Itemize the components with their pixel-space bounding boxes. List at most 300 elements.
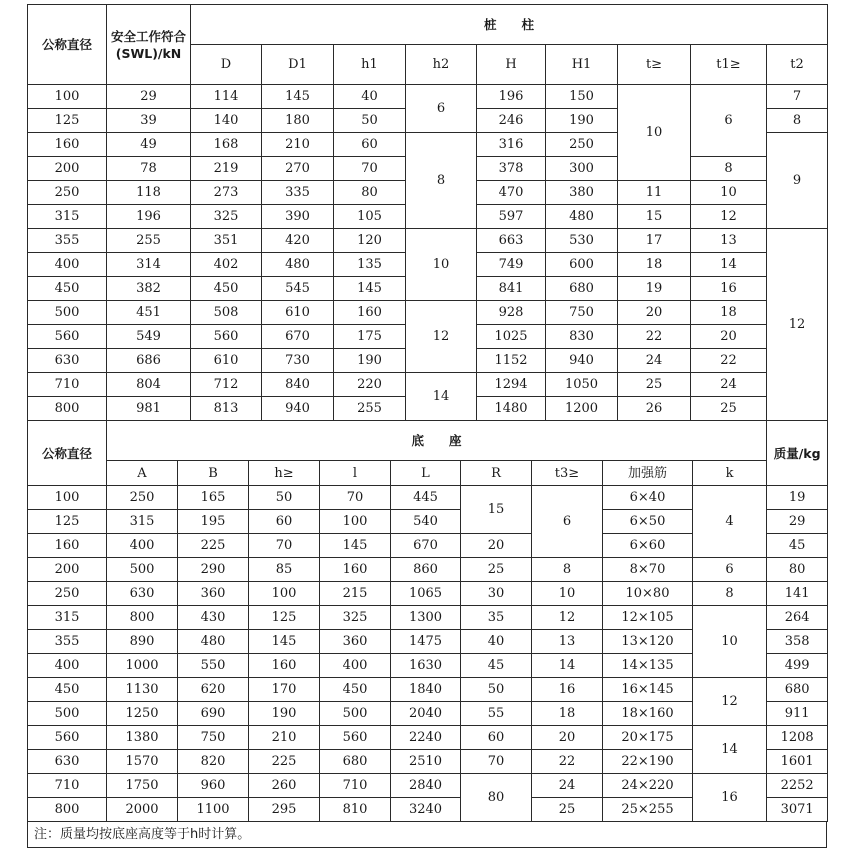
cell: 255 [334,397,406,421]
cell: 890 [107,630,178,654]
cell: 49 [107,133,191,157]
cell: 358 [767,630,828,654]
cell: 145 [320,534,391,558]
cell: 25 [461,558,532,582]
cell: 246 [477,109,546,133]
cell: 20 [532,726,603,750]
cell: 620 [178,678,249,702]
col-header-A: A [107,461,178,486]
cell: 420 [262,229,334,253]
cell: 29 [767,510,828,534]
cell: 841 [477,277,546,301]
cell: 20×175 [603,726,693,750]
cell: 335 [262,181,334,205]
cell: 750 [178,726,249,750]
cell: 14 [532,654,603,678]
cell: 13 [691,229,767,253]
col-header-L: L [391,461,461,486]
cell: 29 [107,85,191,109]
cell: 830 [546,325,618,349]
cell: 663 [477,229,546,253]
cell: 160 [249,654,320,678]
cell: 402 [191,253,262,277]
cell: 160 [28,534,107,558]
cell: 400 [28,654,107,678]
swl-header: 安全工作符合(SWL)/kN [107,5,191,85]
cell: 813 [191,397,262,421]
footnote: 注：质量均按底座高度等于h时计算。 [27,822,827,848]
cell: 196 [107,205,191,229]
cell: 78 [107,157,191,181]
cell: 100 [28,486,107,510]
cell: 18 [691,301,767,325]
cell: 18 [618,253,691,277]
merged-cell: 14 [693,726,767,774]
cell: 50 [461,678,532,702]
cell: 14 [691,253,767,277]
cell: 250 [107,486,178,510]
cell: 1840 [391,678,461,702]
cell: 820 [178,750,249,774]
cell: 749 [477,253,546,277]
cell: 190 [546,109,618,133]
cell: 610 [262,301,334,325]
cell: 145 [249,630,320,654]
cell: 2510 [391,750,461,774]
cell: 16 [532,678,603,702]
merged-cell: 12 [693,678,767,726]
cell: 450 [28,678,107,702]
cell: 225 [249,750,320,774]
cell: 6×60 [603,534,693,558]
cell: 315 [28,606,107,630]
mass-header: 质量/kg [767,421,828,486]
nominal-diameter-header: 公称直径 [28,5,107,85]
cell: 40 [334,85,406,109]
cell: 315 [28,205,107,229]
cell: 16 [691,277,767,301]
cell: 19 [767,486,828,510]
table-row [28,229,828,253]
cell: 549 [107,325,191,349]
cell: 7 [767,85,828,109]
table-row [28,301,828,325]
cell: 712 [191,373,262,397]
cell: 804 [107,373,191,397]
cell: 445 [391,486,461,510]
cell: 300 [546,157,618,181]
cell: 550 [178,654,249,678]
table-row [28,558,828,582]
table-row [28,85,828,109]
cell: 500 [28,301,107,325]
col-header-rib: 加强筋 [603,461,693,486]
cell: 225 [178,534,249,558]
base-table [27,420,828,822]
cell: 100 [249,582,320,606]
cell: 2252 [767,774,828,798]
cell: 220 [334,373,406,397]
cell: 40 [461,630,532,654]
cell: 940 [262,397,334,421]
cell: 400 [107,534,178,558]
table-row [28,678,828,702]
cell: 315 [107,510,178,534]
col-header-h1: h1 [334,45,406,85]
cell: 960 [178,774,249,798]
table-row [28,486,828,510]
cell: 22×190 [603,750,693,774]
cell: 25 [532,798,603,822]
cell: 195 [178,510,249,534]
cell: 560 [320,726,391,750]
col-header-H1: H1 [546,45,618,85]
cell: 70 [334,157,406,181]
cell: 14×135 [603,654,693,678]
merged-cell: 10 [693,606,767,678]
cell: 24×220 [603,774,693,798]
merged-cell: 9 [767,133,828,229]
col-header-k: k [693,461,767,486]
cell: 196 [477,85,546,109]
cell: 1100 [178,798,249,822]
cell: 981 [107,397,191,421]
cell: 210 [262,133,334,157]
cell: 24 [532,774,603,798]
cell: 400 [320,654,391,678]
cell: 545 [262,277,334,301]
cell: 17 [618,229,691,253]
cell: 470 [477,181,546,205]
col-header-B: B [178,461,249,486]
cell: 18 [532,702,603,726]
cell: 60 [249,510,320,534]
cell: 210 [249,726,320,750]
cell: 500 [320,702,391,726]
cell: 125 [28,510,107,534]
table-row [28,373,828,397]
cell: 630 [28,750,107,774]
base-group-header: 底 座 [107,421,767,461]
cell: 1294 [477,373,546,397]
table-row [28,582,828,606]
cell: 597 [477,205,546,229]
cell: 24 [691,373,767,397]
cell: 10 [532,582,603,606]
cell: 24 [618,349,691,373]
cell: 500 [107,558,178,582]
cell: 560 [28,726,107,750]
cell: 1475 [391,630,461,654]
cell: 60 [461,726,532,750]
cell: 12×105 [603,606,693,630]
col-header-t2: t2 [767,45,828,85]
cell: 1601 [767,750,828,774]
cell: 1570 [107,750,178,774]
cell: 10 [691,181,767,205]
cell: 12 [691,205,767,229]
cell: 1750 [107,774,178,798]
cell: 810 [320,798,391,822]
cell: 219 [191,157,262,181]
cell: 13×120 [603,630,693,654]
table-row [28,726,828,750]
cell: 2240 [391,726,461,750]
cell: 250 [28,582,107,606]
merged-cell: 8 [406,133,477,229]
cell: 1480 [477,397,546,421]
cell: 800 [107,606,178,630]
cell: 20 [461,534,532,558]
cell: 508 [191,301,262,325]
cell: 135 [334,253,406,277]
cell: 10×80 [603,582,693,606]
cell: 360 [320,630,391,654]
cell: 180 [262,109,334,133]
cell: 13 [532,630,603,654]
cell: 560 [28,325,107,349]
cell: 800 [28,397,107,421]
cell: 400 [28,253,107,277]
cell: 160 [334,301,406,325]
merged-cell: 6 [406,85,477,133]
merged-cell: 12 [767,229,828,421]
cell: 1300 [391,606,461,630]
cell: 140 [191,109,262,133]
cell: 55 [461,702,532,726]
cell: 45 [767,534,828,558]
cell: 85 [249,558,320,582]
cell: 22 [532,750,603,774]
cell: 100 [320,510,391,534]
cell: 680 [767,678,828,702]
cell: 11 [618,181,691,205]
cell: 690 [178,702,249,726]
merged-cell: 15 [461,486,532,534]
cell: 260 [249,774,320,798]
col-header-h: h≥ [249,461,320,486]
cell: 8 [767,109,828,133]
cell: 20 [618,301,691,325]
merged-cell: 6 [691,85,767,157]
cell: 160 [28,133,107,157]
cell: 200 [28,558,107,582]
cell: 26 [618,397,691,421]
cell: 295 [249,798,320,822]
merged-cell: 4 [693,486,767,558]
cell: 530 [546,229,618,253]
cell: 8 [693,582,767,606]
cell: 480 [262,253,334,277]
cell: 12 [532,606,603,630]
cell: 255 [107,229,191,253]
cell: 70 [249,534,320,558]
cell: 540 [391,510,461,534]
cell: 190 [334,349,406,373]
cell: 430 [178,606,249,630]
col-header-t1: t1≥ [691,45,767,85]
col-header-R: R [461,461,532,486]
cell: 2000 [107,798,178,822]
cell: 378 [477,157,546,181]
merged-cell: 10 [406,229,477,301]
cell: 200 [28,157,107,181]
cell: 450 [320,678,391,702]
cell: 160 [320,558,391,582]
cell: 8×70 [603,558,693,582]
cell: 70 [320,486,391,510]
cell: 168 [191,133,262,157]
merged-cell: 12 [406,301,477,373]
cell: 105 [334,205,406,229]
cell: 860 [391,558,461,582]
cell: 25 [618,373,691,397]
cell: 264 [767,606,828,630]
cell: 940 [546,349,618,373]
cell: 710 [28,774,107,798]
cell: 800 [28,798,107,822]
cell: 190 [249,702,320,726]
cell: 840 [262,373,334,397]
cell: 150 [546,85,618,109]
cell: 3240 [391,798,461,822]
cell: 325 [191,205,262,229]
cell: 1250 [107,702,178,726]
spec-sheet [27,4,827,852]
pile-column-group-header: 桩 柱 [191,5,828,45]
col-header-D: D [191,45,262,85]
cell: 80 [334,181,406,205]
cell: 1208 [767,726,828,750]
col-header-t: t≥ [618,45,691,85]
cell: 1130 [107,678,178,702]
cell: 1050 [546,373,618,397]
cell: 145 [262,85,334,109]
cell: 35 [461,606,532,630]
col-header-t3: t3≥ [532,461,603,486]
cell: 25 [691,397,767,421]
table-row [28,606,828,630]
cell: 382 [107,277,191,301]
cell: 1025 [477,325,546,349]
cell: 1065 [391,582,461,606]
cell: 680 [546,277,618,301]
cell: 380 [546,181,618,205]
cell: 18×160 [603,702,693,726]
cell: 1152 [477,349,546,373]
cell: 450 [28,277,107,301]
cell: 290 [178,558,249,582]
cell: 141 [767,582,828,606]
cell: 686 [107,349,191,373]
cell: 22 [691,349,767,373]
cell: 270 [262,157,334,181]
cell: 6 [693,558,767,582]
cell: 2840 [391,774,461,798]
pile-column-table [27,4,828,421]
cell: 360 [178,582,249,606]
cell: 170 [249,678,320,702]
nominal-diameter-header: 公称直径 [28,421,107,486]
merged-cell: 14 [406,373,477,421]
cell: 16×145 [603,678,693,702]
cell: 750 [546,301,618,325]
cell: 2040 [391,702,461,726]
cell: 50 [249,486,320,510]
cell: 480 [178,630,249,654]
col-header-l: l [320,461,391,486]
cell: 355 [28,630,107,654]
cell: 560 [191,325,262,349]
cell: 100 [28,85,107,109]
cell: 6×50 [603,510,693,534]
cell: 314 [107,253,191,277]
cell: 1630 [391,654,461,678]
cell: 6×40 [603,486,693,510]
cell: 125 [249,606,320,630]
cell: 15 [618,205,691,229]
cell: 118 [107,181,191,205]
cell: 50 [334,109,406,133]
merged-cell: 10 [618,85,691,181]
col-header-h2: h2 [406,45,477,85]
cell: 70 [461,750,532,774]
cell: 8 [532,558,603,582]
cell: 911 [767,702,828,726]
cell: 22 [618,325,691,349]
cell: 1380 [107,726,178,750]
cell: 60 [334,133,406,157]
cell: 215 [320,582,391,606]
cell: 30 [461,582,532,606]
cell: 250 [28,181,107,205]
cell: 325 [320,606,391,630]
cell: 175 [334,325,406,349]
cell: 451 [107,301,191,325]
cell: 630 [107,582,178,606]
cell: 499 [767,654,828,678]
cell: 145 [334,277,406,301]
cell: 45 [461,654,532,678]
cell: 351 [191,229,262,253]
cell: 165 [178,486,249,510]
cell: 1000 [107,654,178,678]
cell: 730 [262,349,334,373]
cell: 120 [334,229,406,253]
merged-cell: 16 [693,774,767,822]
cell: 610 [191,349,262,373]
cell: 928 [477,301,546,325]
cell: 25×255 [603,798,693,822]
cell: 390 [262,205,334,229]
cell: 20 [691,325,767,349]
cell: 710 [28,373,107,397]
cell: 250 [546,133,618,157]
table-row [28,774,828,798]
cell: 3071 [767,798,828,822]
col-header-H: H [477,45,546,85]
cell: 680 [320,750,391,774]
col-header-D1: D1 [262,45,334,85]
cell: 316 [477,133,546,157]
cell: 480 [546,205,618,229]
cell: 450 [191,277,262,301]
cell: 630 [28,349,107,373]
cell: 670 [391,534,461,558]
cell: 19 [618,277,691,301]
merged-cell: 80 [461,774,532,822]
cell: 355 [28,229,107,253]
